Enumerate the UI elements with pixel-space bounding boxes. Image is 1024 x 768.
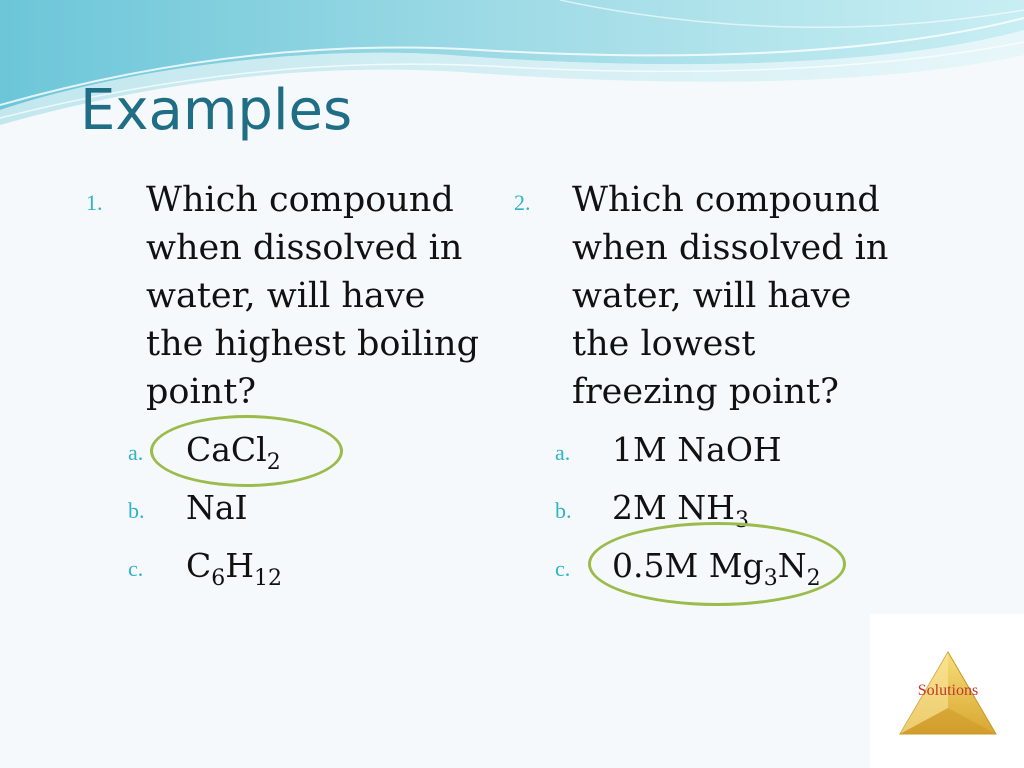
q1-option-a-letter: a.: [128, 440, 144, 465]
question-1-text: Which compound when dissolved in water, will have the highest boiling point?: [146, 180, 479, 412]
q1-option-c-subscript: 12: [254, 566, 283, 591]
q1-option-a-subscript: 2: [266, 450, 281, 475]
q2-option-b-text: [612, 488, 749, 533]
solutions-button[interactable]: [896, 648, 1000, 738]
q1-option-a-part: CaCl: [186, 430, 267, 469]
q2-option-c-subscript: 2: [806, 566, 821, 591]
answer-circle-q1: [150, 415, 343, 487]
q2-option-a-text: 1M NaOH: [612, 430, 782, 469]
q1-option-c-letter: c.: [128, 556, 144, 581]
q2-option-b-part: 2M NH: [612, 488, 735, 527]
solutions-label: Solutions: [917, 682, 979, 699]
q2-option-c-subscript: 3: [763, 566, 778, 591]
q1-option-c-part: H: [225, 546, 255, 585]
q1-option-c-part: C: [186, 546, 212, 585]
q1-option-c-text: [186, 546, 283, 591]
question-1-number: 1.: [86, 190, 103, 215]
q2-option-c-letter: c.: [555, 556, 571, 581]
q2-option-c-part: 0.5M Mg: [612, 546, 764, 585]
q2-option-b-letter: b.: [555, 498, 572, 523]
question-2-text: Which compound when dissolved in water, will have the lowest freezing point?: [572, 180, 889, 412]
answer-circle-q2: [588, 522, 846, 606]
q1-option-b-text: NaI: [186, 488, 248, 527]
q1-option-c-subscript: 6: [211, 566, 226, 591]
q2-option-a-letter: a.: [555, 440, 571, 465]
slide-title: Examples: [80, 78, 353, 143]
q2-option-b-subscript: 3: [734, 508, 749, 533]
q1-option-b-letter: b.: [128, 498, 145, 523]
question-2-number: 2.: [514, 190, 531, 215]
q2-option-c-part: N: [777, 546, 807, 585]
